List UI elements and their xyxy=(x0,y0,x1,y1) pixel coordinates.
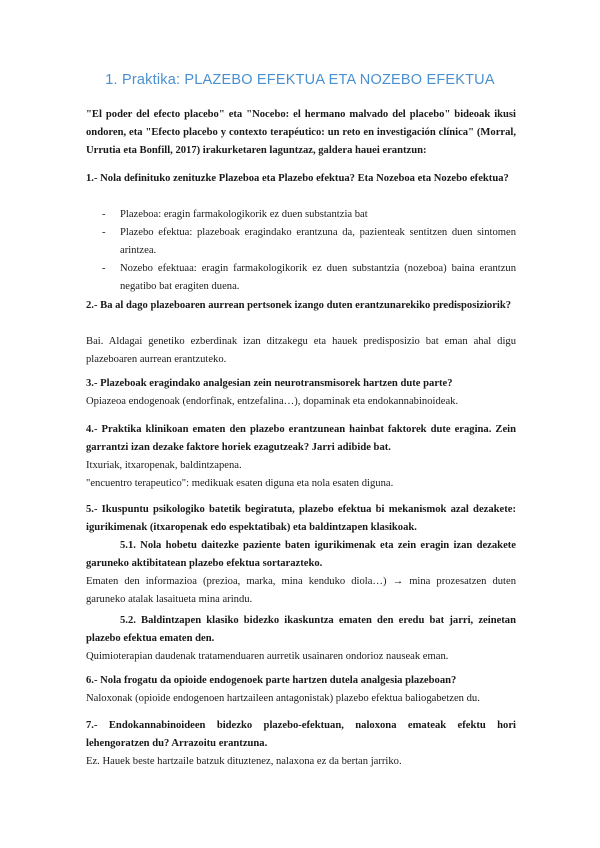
list-item: - Nozebo efektuaa: eragin farmakologikorik ez duen substantzia (nozeboa) baina erantzun negatibo bat eragiten duena. xyxy=(102,263,516,292)
question-1: 1.- Nola definituko zenituzke Plazeboa eta Plazebo efektua? Eta Nozeboa eta Nozebo efektua? xyxy=(86,173,509,184)
page-title: 1. Praktika: PLAZEBO EFEKTUA ETA NOZEBO EFEKTUA xyxy=(105,72,495,88)
answer-6: Naloxonak (opioide endogenoen hartzaileen antagonistak) plazebo efektua baliogabetzen du. xyxy=(86,693,480,704)
answer-7: Ez. Hauek beste hartzaile batzuk dituztenez, nalaxona ez da bertan jarriko. xyxy=(86,756,402,767)
question-5-1: 5.1. Nola hobetu daitezke paziente baten igurikimenak eta zein eragin izan dezakete garuneko aktibitatean plazebo efektua sortarazteko. xyxy=(86,540,516,569)
question-7: 7.- Endokannabinoideen bidezko plazebo-efektuan, naloxona emateak efektu hori lehengoratzen du? Arrazoitu erantzuna. xyxy=(86,720,516,749)
list-item: - Plazeboa: eragin farmakologikorik ez duen substantzia bat xyxy=(102,209,368,220)
intro-paragraph: "El poder del efecto placebo" eta "Nocebo: el hermano malvado del placebo" bideoak ikusi ondoren, eta "Efecto placebo y contexto terapéutico: un reto en investigación clínica" (Morral, Urrutia eta Bonfill, 2017) irakurketaren laguntzaz, galdera hauei erantzun: xyxy=(86,109,516,156)
question-6: 6.- Nola frogatu da opioide endogenoek parte hartzen dutela analgesia plazeboan? xyxy=(86,675,457,686)
list-item: - Plazebo efektua: plazeboak eragindako erantzuna da, pazienteak sentitzen duen sintomen arintzea. xyxy=(102,227,516,256)
question-4: 4.- Praktika klinikoan ematen den plazebo erantzunean hainbat faktorek dute eragina. Zein garrantzi izan dezake faktore horiek ezagutzeak? Jarri adibide bat. xyxy=(86,424,516,453)
answer-2: Bai. Aldagai genetiko ezberdinak izan ditzakegu eta hauek predisposizio bat eman ahal digu plazeboaren aurrean erantzuteko. xyxy=(86,336,516,365)
question-5: 5.- Ikuspuntu psikologiko batetik begiratuta, plazebo efektua bi mekanismok azal dezakete: igurikimenak (itxaropenak edo espektatibak) eta baldintzapen klasikoak. xyxy=(86,504,516,533)
question-3: 3.- Plazeboak eragindako analgesian zein neurotransmisorek hartzen dute parte? xyxy=(86,378,453,389)
answer-5-2: Quimioterapian daudenak tratamenduaren aurretik usainaren ondorioz nauseak eman. xyxy=(86,651,449,662)
answer-4-line-2: "encuentro terapeutico": medikuak esaten diguna eta nola esaten diguna. xyxy=(86,478,394,489)
question-2: 2.- Ba al dago plazeboaren aurrean pertsonek izango duten erantzunarekiko predisposiziorik? xyxy=(86,300,512,311)
question-5-2: 5.2. Baldintzapen klasiko bidezko ikaskuntza ematen den eredu bat jarri, zeinetan plazebo efektua ematen den. xyxy=(86,615,516,644)
answer-3: Opiazeoa endogenoak (endorfinak, entzefalina…), dopaminak eta endokannabinoideak. xyxy=(86,396,459,407)
answer-1-list xyxy=(86,206,516,296)
answer-5-1: Ematen den informazioa (prezioa, marka, mina kenduko diola…) → mina prozesatzen duten garuneko atalak lasaitueta mina arindu. xyxy=(86,576,516,605)
answer-4-line-1: Itxuriak, itxaropenak, baldintzapena. xyxy=(86,460,242,471)
